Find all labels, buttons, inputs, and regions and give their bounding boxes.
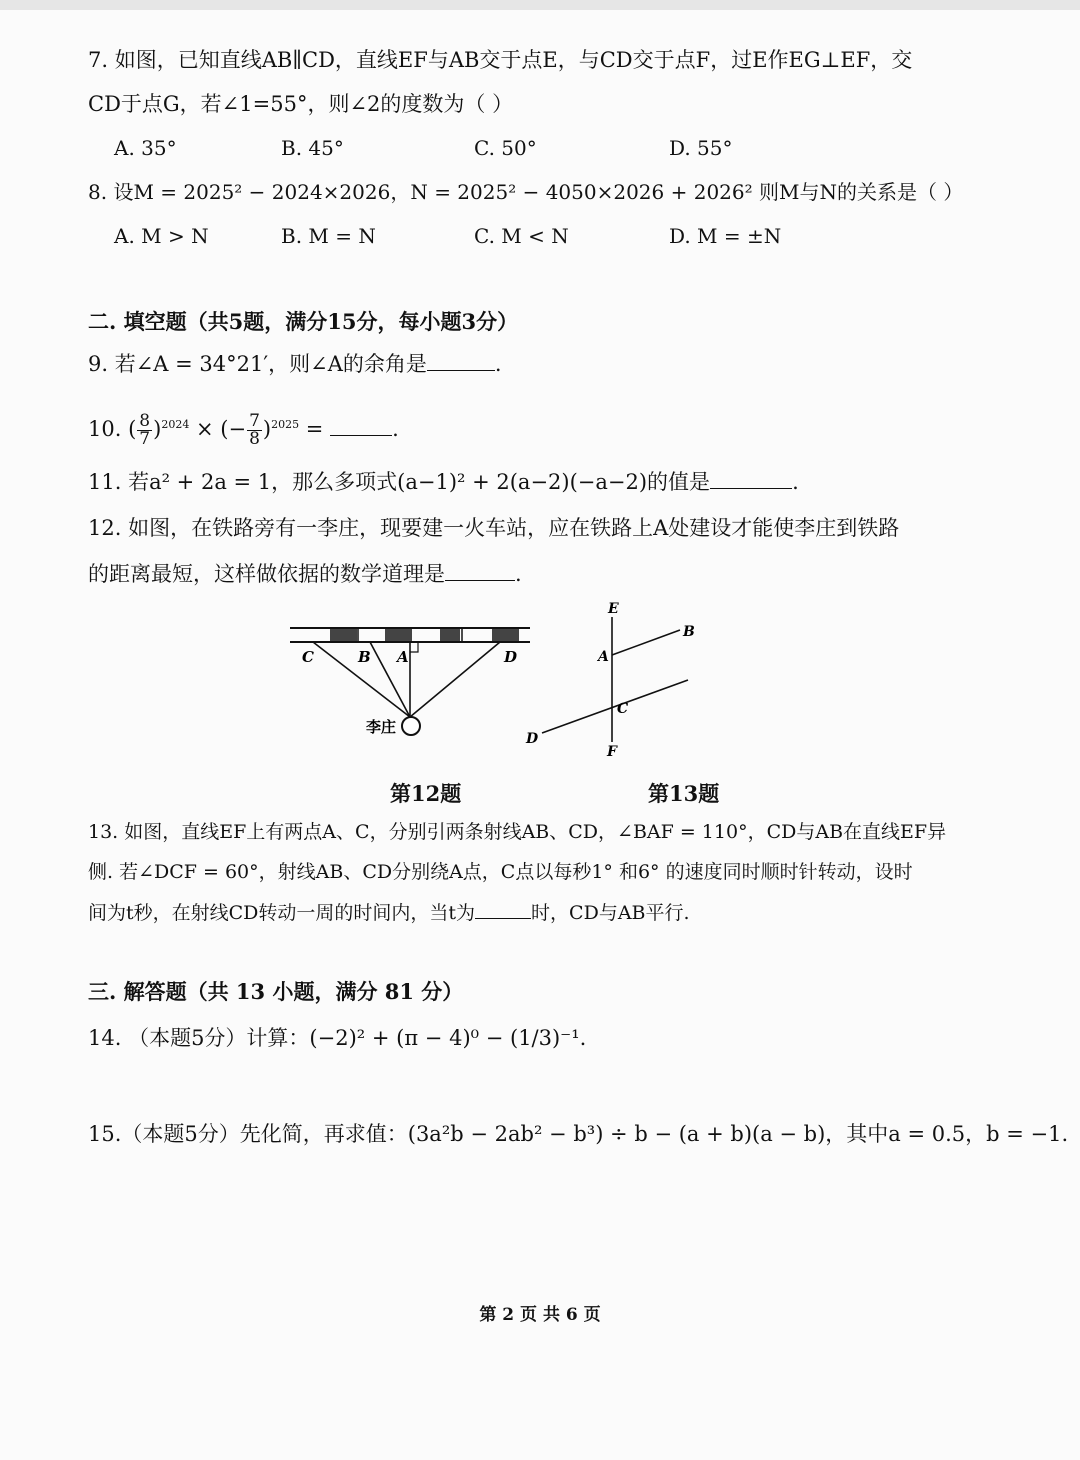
q12-line2 — [88, 560, 522, 588]
q8-option-c: C. M < N — [474, 224, 569, 248]
page-number: 第 2 页 共 6 页 — [479, 1305, 601, 1325]
q8-line1: 8. 设M = 2025² − 2024×2026，N = 2025² − 4050×2026 + 2026² 则M与N的关系是（ ） — [88, 180, 964, 204]
fig13-label-c: C — [617, 701, 629, 717]
q7-option-b: B. 45° — [281, 136, 344, 160]
fig13-label-a: A — [598, 649, 609, 665]
figure-13-lines — [525, 601, 695, 760]
q13-line1: 13. 如图，直线EF上有两点A、C，分别引两条射线AB、CD，∠BAF = 110°，CD与AB在直线EF异 — [88, 821, 947, 843]
q11-text: 11. 若a² + 2a = 1，那么多项式(a−1)² + 2(a−2)(−a−2)的值是 — [88, 470, 711, 494]
q13-line3-start: 间为t秒，在射线CD转动一周的时间内，当t为 — [88, 902, 476, 924]
figures — [280, 595, 740, 775]
fig12-label-d: D — [504, 648, 518, 666]
q7-line2: CD于点G，若∠1=55°，则∠2的度数为（ ） — [88, 92, 514, 116]
fig13-label-e: E — [608, 601, 619, 617]
fig13-caption: 第13题 — [648, 781, 720, 806]
q10 — [88, 400, 399, 450]
section-solutions-heading: 三. 解答题（共 13 小题，满分 81 分） — [88, 979, 464, 1004]
fig12-label-a: A — [397, 648, 409, 666]
fig12-caption: 第12题 — [390, 781, 462, 806]
q10-answer-blank[interactable] — [330, 415, 392, 436]
q11-answer-blank[interactable] — [710, 468, 792, 489]
q13-line2: 侧. 若∠DCF = 60°，射线AB、CD分别绕A点，C点以每秒1° 和6° 的速度同时顺时针转动，设时 — [88, 861, 913, 883]
q12-text: 的距离最短，这样做依据的数学道理是 — [88, 562, 445, 586]
q11 — [88, 468, 799, 496]
q11-end: . — [792, 470, 799, 494]
q9-answer-blank[interactable] — [427, 350, 495, 371]
q13-line3-end: 时，CD与AB平行. — [531, 902, 690, 924]
section-fill-in-heading: 二. 填空题（共5题，满分15分，每小题3分） — [88, 309, 519, 334]
fig12-label-c: C — [302, 648, 314, 666]
fig13-label-b: B — [683, 624, 695, 640]
q8-option-a: A. M > N — [114, 224, 209, 248]
q7-option-d: D. 55° — [669, 136, 733, 160]
q9-text: 9. 若∠A = 34°21′，则∠A的余角是 — [88, 352, 427, 376]
scan-top-edge — [0, 0, 1080, 10]
q10-end: . — [392, 417, 399, 441]
q7-option-c: C. 50° — [474, 136, 537, 160]
fig12-label-b: B — [358, 648, 371, 666]
q13-line3 — [88, 898, 690, 927]
q7-line1: 7. 如图，已知直线AB∥CD，直线EF与AB交于点E，与CD交于点F，过E作EG⊥EF，交 — [88, 48, 913, 72]
q10-expression: ( $\frac{8}{7}$ )$^{2024}$ × (− $\frac{7}{8}$ )$^{2025}$ = — [128, 411, 324, 449]
q14: 14. （本题5分）计算：(−2)² + (π − 4)⁰ − (1/3)⁻¹. — [88, 1026, 587, 1050]
q15: 15.（本题5分）先化简，再求值：(3a²b − 2ab² − b³) ÷ b − (a + b)(a − b)，其中a = 0.5，b = −1. — [88, 1122, 1069, 1146]
q9-end: . — [494, 352, 502, 376]
figure-12-railway — [290, 628, 530, 736]
q13-answer-blank[interactable] — [475, 898, 531, 919]
q12-answer-blank[interactable] — [445, 560, 515, 581]
fig13-label-f: F — [607, 744, 617, 760]
fig12-village-label: 李庄 — [366, 718, 397, 736]
fig13-label-d: D — [526, 731, 539, 747]
q12-end: . — [515, 562, 522, 586]
q10-number: 10. — [88, 417, 122, 441]
q12-line1: 12. 如图，在铁路旁有一李庄，现要建一火车站，应在铁路上A处建设才能使李庄到铁路 — [88, 516, 900, 540]
q7-option-a: A. 35° — [114, 136, 177, 160]
q8-option-b: B. M = N — [281, 224, 376, 248]
q8-option-d: D. M = ±N — [669, 224, 782, 248]
q9 — [88, 350, 502, 378]
